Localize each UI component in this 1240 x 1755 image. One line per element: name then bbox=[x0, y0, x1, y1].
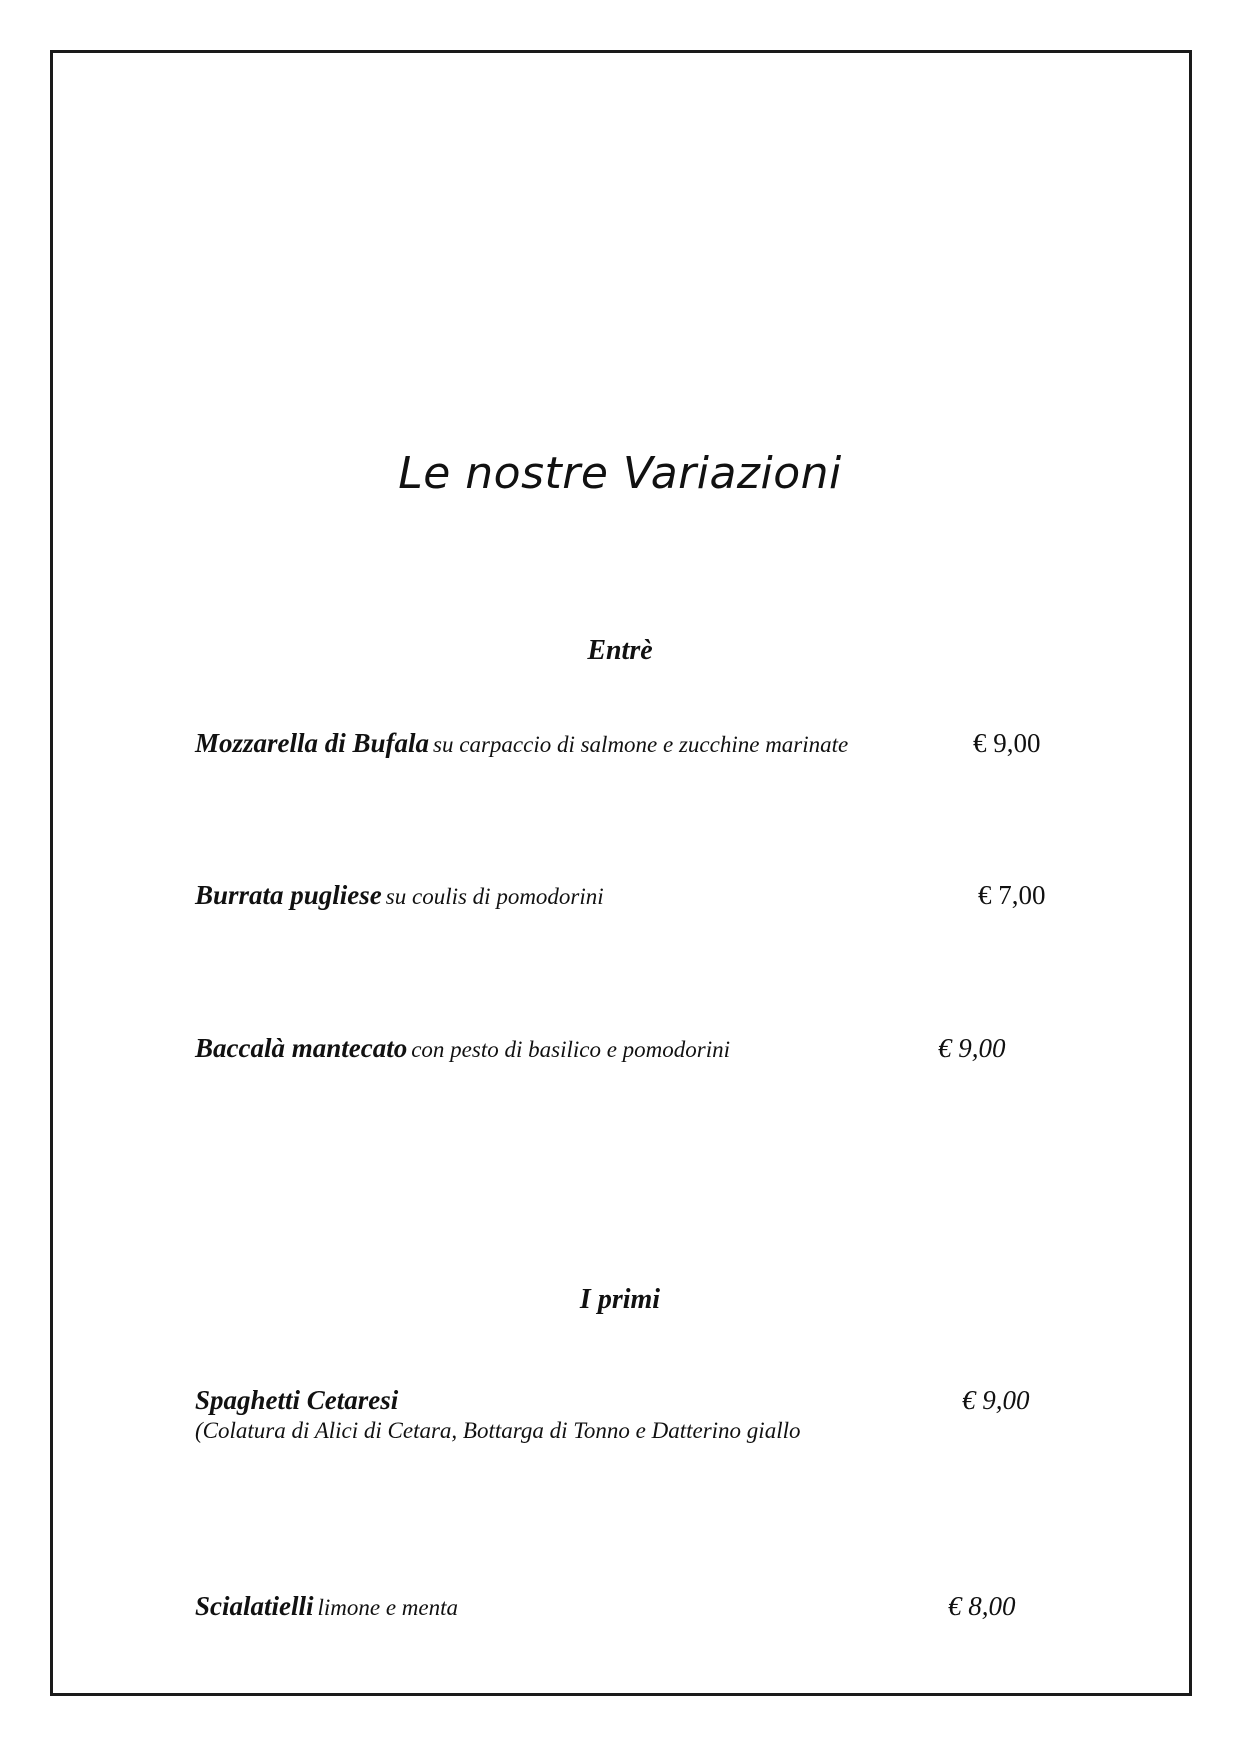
item-description: su carpaccio di salmone e zucchine marinate bbox=[433, 732, 849, 757]
item-name: Spaghetti Cetaresi bbox=[195, 1385, 399, 1415]
item-name: Baccalà mantecato bbox=[195, 1033, 408, 1063]
item-description: su coulis di pomodorini bbox=[385, 884, 604, 909]
menu-item bbox=[195, 728, 848, 759]
item-name: Burrata pugliese bbox=[195, 880, 382, 910]
item-price: € 7,00 bbox=[978, 880, 1046, 910]
item-price: € 8,00 bbox=[948, 1591, 1016, 1621]
menu-title: Le nostre Variazioni bbox=[398, 448, 842, 499]
item-description: (Colatura di Alici di Cetara, Bottarga di Tonno e Datterino giallo bbox=[195, 1418, 801, 1443]
menu-item bbox=[195, 1591, 458, 1622]
item-description: con pesto di basilico e pomodorini bbox=[411, 1037, 730, 1062]
item-description: limone e menta bbox=[317, 1595, 459, 1620]
menu-item bbox=[195, 1033, 730, 1064]
item-price: € 9,00 bbox=[962, 1385, 1030, 1415]
page-border bbox=[50, 50, 1192, 1696]
section-heading-primi: I primi bbox=[579, 1284, 661, 1315]
menu-item bbox=[195, 880, 604, 911]
item-name: Mozzarella di Bufala bbox=[195, 728, 430, 758]
section-heading-entre: Entrè bbox=[587, 635, 653, 666]
item-price: € 9,00 bbox=[938, 1033, 1006, 1063]
item-price: € 9,00 bbox=[973, 728, 1041, 758]
menu-item bbox=[195, 1385, 398, 1416]
item-name: Scialatielli bbox=[195, 1591, 314, 1621]
